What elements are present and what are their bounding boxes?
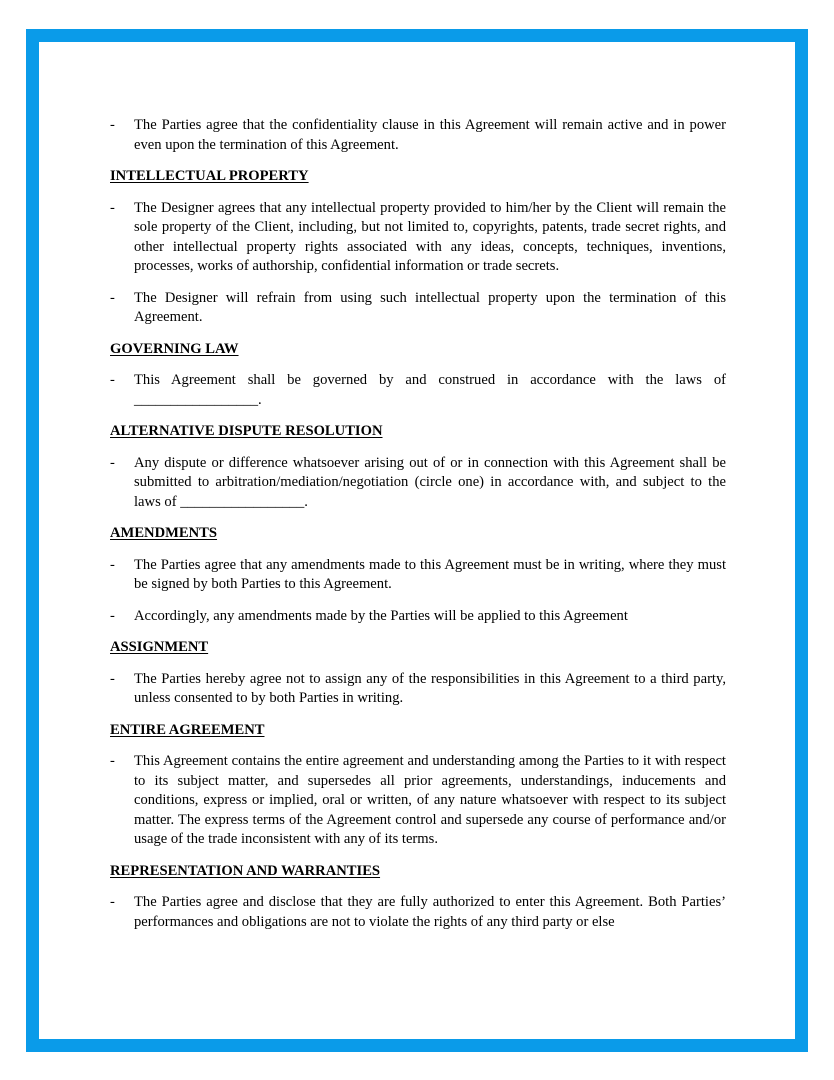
heading-alternative-dispute-resolution: ALTERNATIVE DISPUTE RESOLUTION xyxy=(110,423,383,439)
bullet-dash: - xyxy=(110,894,115,910)
heading-governing-law: GOVERNING LAW xyxy=(110,340,239,357)
heading-representation-and-warranties: REPRESENTATION AND WARRANTIES xyxy=(110,862,381,879)
clause-text: The Parties agree that any amendments made to this Agreement must be in writing, where they must be signed by both Parties to this Agreement. xyxy=(134,556,726,592)
clause-text: The Designer will refrain from using such intellectual property upon the termination of this Agreement. xyxy=(134,289,726,325)
heading-amendments: AMENDMENTS xyxy=(110,525,218,541)
heading-entire-agreement: ENTIRE AGREEMENT xyxy=(110,721,265,738)
amendments-item-2 xyxy=(110,607,726,627)
clause-text: The Parties hereby agree not to assign any of the responsibilities in this Agreement to a third party, unless consented to by both Parties in writing. xyxy=(134,670,726,706)
bullet-dash: - xyxy=(110,556,115,573)
clause-text: This Agreement contains the entire agreement and understanding among the Parties to it with respect to its subject matter, and supersedes all prior agreements, understandings, inducements and conditions, express or implied, oral or written, of any nature whatsoever with respect to its subject matter. The express terms of the Agreement control and supersede any course of performance and/or usage of the trade inconsistent with any of its terms. xyxy=(134,753,726,847)
clause-text: This Agreement shall be governed by and construed in accordance with the laws of _________________. xyxy=(134,372,726,408)
intellectual-property-item-2 xyxy=(110,289,726,328)
bullet-dash: - xyxy=(110,607,115,624)
confidentiality-clause-item xyxy=(110,116,726,155)
assignment-item xyxy=(110,670,726,709)
clause-text: Any dispute or difference whatsoever arising out of or in connection with this Agreement shall be submitted to arbitration/mediation/negotiation (circle one) in accordance with, and subject to the laws of _________________. xyxy=(134,454,726,510)
bullet-dash: - xyxy=(110,372,115,388)
bullet-dash: - xyxy=(110,289,115,306)
entire-agreement-item xyxy=(110,752,726,850)
bullet-dash: - xyxy=(110,117,115,133)
heading-intellectual-property: INTELLECTUAL PROPERTY xyxy=(110,168,309,184)
bullet-dash: - xyxy=(110,753,115,769)
representation-item xyxy=(110,893,726,932)
bullet-dash: - xyxy=(110,199,115,216)
bullet-dash: - xyxy=(110,454,115,471)
amendments-item-1 xyxy=(110,556,726,595)
bullet-dash: - xyxy=(110,670,115,687)
intellectual-property-item-1 xyxy=(110,199,726,277)
clause-text: Accordingly, any amendments made by the Parties will be applied to this Agreement xyxy=(134,607,628,624)
clause-text: The Parties agree that the confidentiality clause in this Agreement will remain active and in power even upon the termination of this Agreement. xyxy=(134,117,726,153)
governing-law-item xyxy=(110,371,726,410)
dispute-resolution-item xyxy=(110,454,726,513)
clause-text: The Parties agree and disclose that they are fully authorized to enter this Agreement. Both Parties’ performances and obligations are not to violate the rights of any third party or else xyxy=(134,894,726,930)
heading-assignment: ASSIGNMENT xyxy=(110,639,209,655)
clause-text: The Designer agrees that any intellectual property provided to him/her by the Client will remain the sole property of the Client, including, but not limited to, copyrights, patents, trade secret rights, and other intellectual property rights associated with any ideas, concepts, techniques, inventions, processes, works of authorship, confidential information or trade secrets. xyxy=(134,199,726,274)
document-body xyxy=(110,116,726,932)
